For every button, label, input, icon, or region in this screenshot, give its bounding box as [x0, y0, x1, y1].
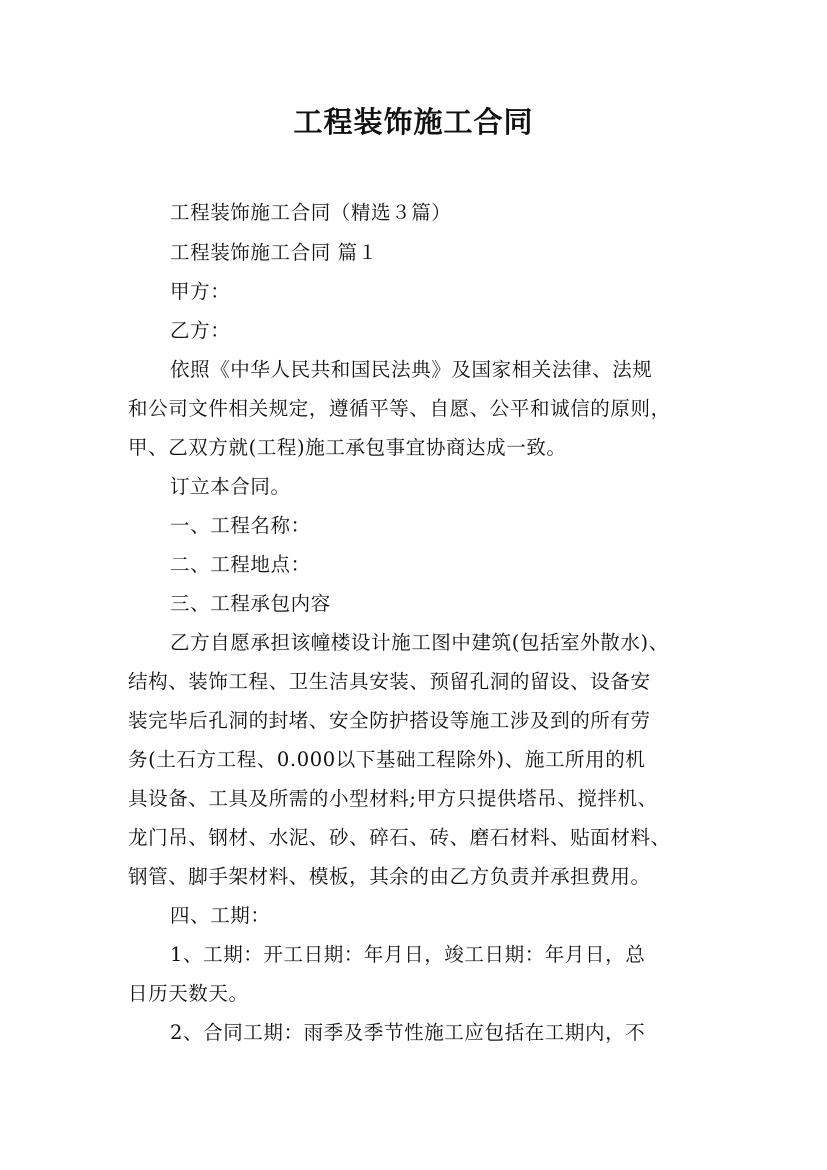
subtitle-line: 工程装饰施工合同（精选３篇） — [170, 201, 452, 224]
paragraph-line: 甲、乙双方就(工程)施工承包事宜协商达成一致。 — [128, 436, 567, 459]
party-a-line: 甲方： — [170, 280, 231, 303]
clause-heading: 二、工程地点： — [170, 553, 311, 576]
section-heading: 工程装饰施工合同 篇１ — [170, 241, 378, 264]
paragraph-line: 乙方自愿承担该幢楼设计施工图中建筑(包括室外散水)、 — [170, 631, 669, 654]
paragraph-line: 1、工期：开工日期：年月日，竣工日期：年月日，总 — [170, 943, 646, 966]
party-b-line: 乙方： — [170, 319, 231, 342]
paragraph-line: 务(土石方工程、0.000以下基础工程除外)、施工所用的机 — [128, 748, 646, 771]
paragraph-line: 龙门吊、钢材、水泥、砂、碎石、砖、磨石材料、贴面材料、 — [128, 826, 671, 849]
clause-heading: 三、工程承包内容 — [170, 592, 331, 615]
paragraph-line: 具设备、工具及所需的小型材料;甲方只提供塔吊、搅拌机、 — [128, 787, 658, 810]
paragraph-line: 依照《中华人民共和国民法典》及国家相关法律、法规 — [170, 358, 653, 381]
paragraph-line: 订立本合同。 — [170, 475, 291, 498]
paragraph-line: 2、合同工期：雨季及季节性施工应包括在工期内，不 — [170, 1021, 646, 1044]
paragraph-line: 装完毕后孔洞的封堵、安全防护搭设等施工涉及到的所有劳 — [128, 709, 651, 732]
clause-heading: 四、工期： — [170, 904, 271, 927]
document-title: 工程装饰施工合同 — [293, 105, 534, 139]
paragraph-line: 日历天数天。 — [128, 982, 249, 1005]
clause-heading: 一、工程名称： — [170, 514, 311, 537]
paragraph-line: 结构、装饰工程、卫生洁具安装、预留孔洞的留设、设备安 — [128, 670, 651, 693]
paragraph-line: 钢管、脚手架材料、模板，其余的由乙方负责并承担费用。 — [128, 865, 651, 888]
paragraph-line: 和公司文件相关规定，遵循平等、自愿、公平和诚信的原则， — [128, 397, 671, 420]
